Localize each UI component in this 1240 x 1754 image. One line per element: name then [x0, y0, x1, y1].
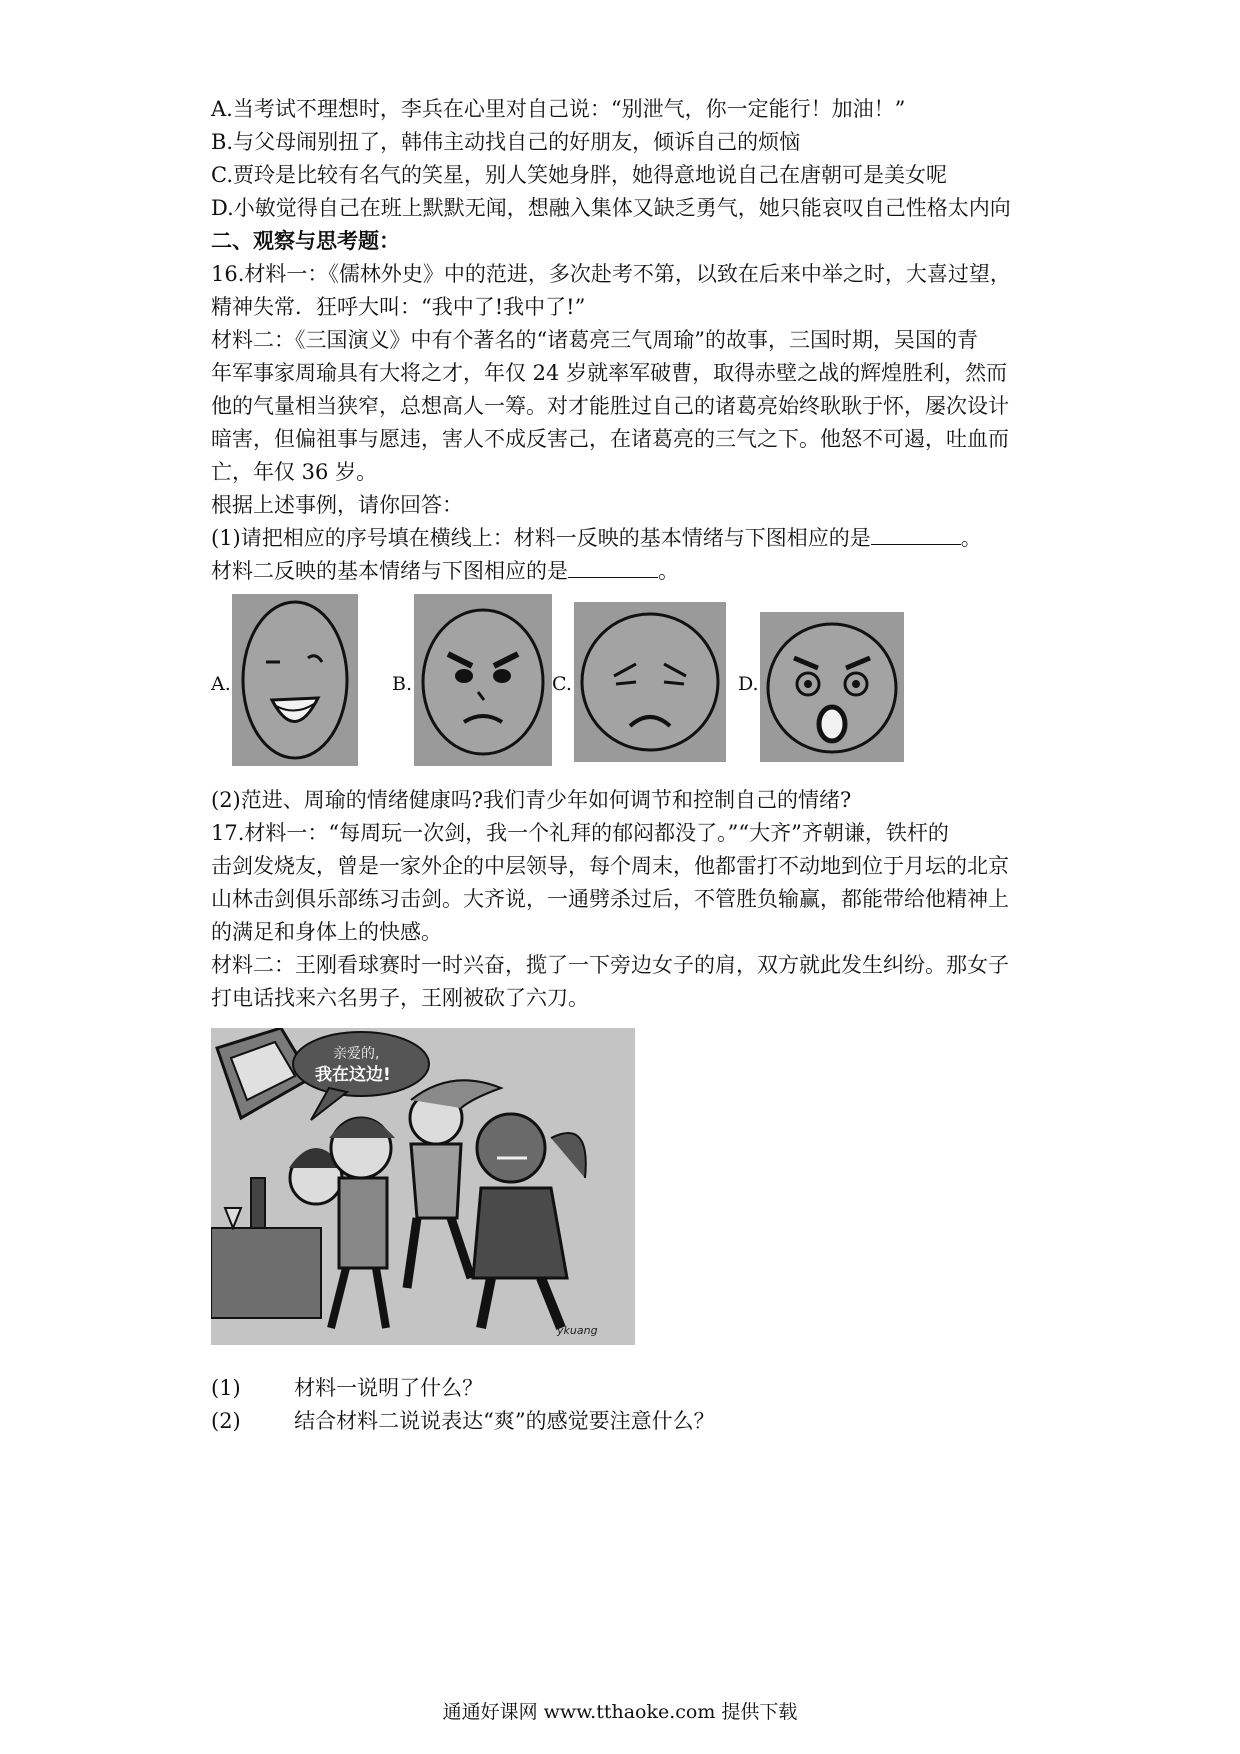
face-label-c: C. [552, 673, 572, 695]
period-1: 。 [960, 526, 982, 550]
fear-face-image [760, 612, 904, 762]
q17-sub1-num: (1) [211, 1376, 241, 1400]
q17-line-1: 17.材料一：“每周玩一次剑，我一个礼拜的郁闷都没了。”“大齐”齐朝谦，铁杆的 [211, 821, 949, 845]
fight-cartoon-image [211, 1028, 635, 1345]
q16-sub1-text-1: (1)请把相应的序号填在横线上：材料一反映的基本情绪与下图相应的是 [211, 526, 871, 550]
q17-line-5: 材料二：王刚看球赛时一时兴奋，揽了一下旁边女子的肩，双方就此发生纠纷。那女子 [211, 953, 1009, 977]
answer-blank-1[interactable] [871, 522, 961, 545]
q16-line-8: 根据上述事例，请你回答： [211, 493, 463, 517]
q16-sub1-line-1 [211, 522, 982, 554]
happy-face-image [232, 594, 358, 766]
period-2: 。 [658, 559, 679, 583]
sad-face-image [574, 602, 726, 762]
q17-line-6: 打电话找来六名男子，王刚被砍了六刀。 [211, 986, 589, 1010]
cartoon-signature: ykuang [557, 1324, 598, 1337]
q16-sub2: (2)范进、周瑜的情绪健康吗?我们青少年如何调节和控制自己的情绪? [211, 788, 852, 812]
q16-line-1: 16.材料一：《儒林外史》中的范进，多次赴考不第，以致在后来中举之时，大喜过望， [211, 262, 1011, 286]
q17-sub1 [211, 1372, 483, 1404]
q16-line-7: 亡，年仅 36 岁。 [211, 460, 378, 484]
bubble-text-2: 我在这边! [315, 1065, 391, 1085]
option-c: C.贾玲是比较有名气的笑星，别人笑她身胖，她得意地说自己在唐朝可是美女呢 [211, 163, 947, 187]
option-b: B.与父母闹别扭了，韩伟主动找自己的好朋友，倾诉自己的烦恼 [211, 130, 801, 154]
q16-line-4: 年军事家周瑜具有大将之才，年仅 24 岁就率军破曹，取得赤壁之战的辉煌胜利，然而 [211, 361, 1008, 385]
section-title: 二、观察与思考题： [211, 228, 400, 253]
angry-face-image [414, 594, 552, 766]
face-label-a: A. [211, 673, 231, 695]
footer-text: 通通好课网 www.tthaoke.com 提供下载 [442, 1701, 798, 1723]
q17-line-4: 的满足和身体上的快感。 [211, 920, 442, 944]
q16-line-6: 暗害，但偏祖事与愿违，害人不成反害己，在诸葛亮的三气之下。他怒不可遏，吐血而 [211, 427, 1009, 451]
q16-sub1-line-2 [211, 555, 679, 587]
q17-sub1-text: 材料一说明了什么？ [294, 1376, 484, 1400]
face-label-d: D. [738, 673, 759, 695]
q16-line-5: 他的气量相当狭窄，总想高人一筹。对才能胜过自己的诸葛亮始终耿耿于怀，屡次设计 [211, 394, 1009, 418]
q16-line-2: 精神失常．狂呼大叫：“我中了!我中了!” [211, 295, 586, 319]
q17-sub2 [211, 1405, 715, 1437]
option-d: D.小敏觉得自己在班上默默无闻，想融入集体又缺乏勇气，她只能哀叹自己性格太内向 [211, 196, 1011, 220]
bubble-text-1: 亲爱的, [333, 1046, 380, 1062]
answer-blank-2[interactable] [568, 555, 658, 578]
q17-sub2-text: 结合材料二说说表达“爽”的感觉要注意什么？ [294, 1409, 715, 1433]
q16-line-3: 材料二：《三国演义》中有个著名的“诸葛亮三气周瑜”的故事，三国时期，吴国的青 [211, 328, 978, 352]
face-label-b: B. [392, 673, 413, 695]
q16-sub1-text-2: 材料二反映的基本情绪与下图相应的是 [211, 559, 568, 583]
q17-line-2: 击剑发烧友，曾是一家外企的中层领导，每个周末，他都雷打不动地到位于月坛的北京 [211, 854, 1009, 878]
q17-sub2-num: (2) [211, 1409, 241, 1433]
q17-line-3: 山林击剑俱乐部练习击剑。大齐说，一通劈杀过后，不管胜负输赢，都能带给他精神上 [211, 887, 1009, 911]
option-a: A.当考试不理想时，李兵在心里对自己说：“别泄气，你一定能行！加油！” [211, 97, 906, 121]
